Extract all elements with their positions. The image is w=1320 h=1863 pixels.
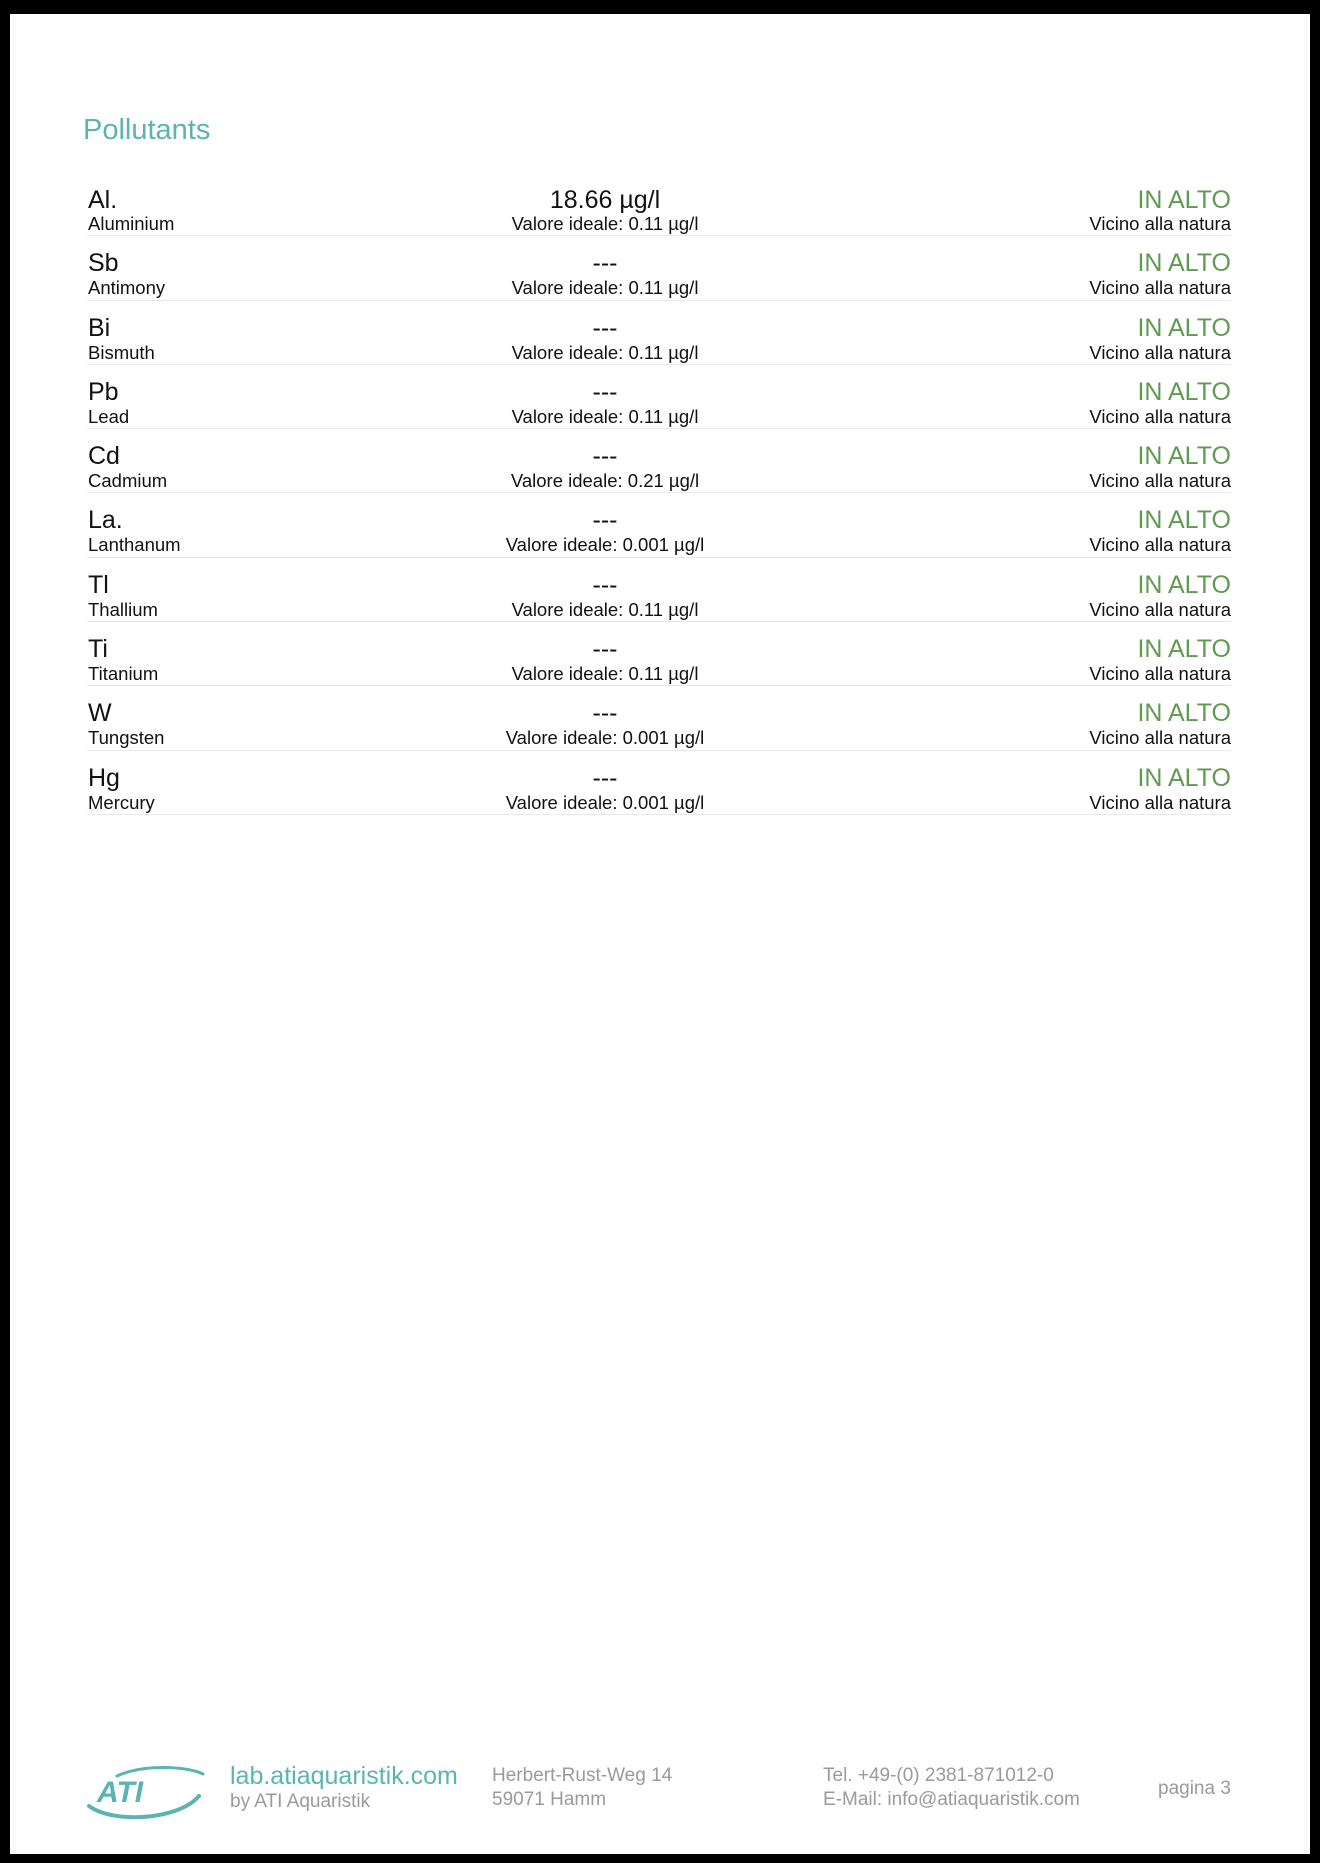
measured-value: --- bbox=[592, 570, 618, 599]
pollutant-row bbox=[87, 301, 1231, 365]
status-label: IN ALTO bbox=[1137, 442, 1231, 471]
ideal-value: Valore ideale: 0.11 µg/l bbox=[511, 598, 699, 620]
element-name: Lead bbox=[88, 405, 130, 427]
element-name: Aluminium bbox=[88, 213, 175, 234]
pollutant-row bbox=[87, 236, 1231, 300]
element-symbol: Ti bbox=[88, 635, 108, 664]
pollutant-list bbox=[87, 172, 1231, 815]
element-name: Tungsten bbox=[88, 727, 165, 749]
ideal-value: Valore ideale: 0.11 µg/l bbox=[511, 277, 699, 299]
pollutant-row bbox=[87, 686, 1231, 750]
pollutant-row bbox=[87, 622, 1231, 686]
reference-label: Vicino alla natura bbox=[1089, 277, 1231, 299]
pollutant-row bbox=[87, 429, 1231, 493]
measured-value: --- bbox=[592, 699, 618, 728]
svg-text:ATI: ATI bbox=[97, 1776, 144, 1809]
element-symbol: W bbox=[88, 699, 112, 728]
status-label: IN ALTO bbox=[1137, 313, 1231, 342]
phone-number: Tel. +49-(0) 2381-871012-0 bbox=[823, 1765, 1054, 1786]
page-number: pagina 3 bbox=[1158, 1778, 1231, 1799]
ideal-value: Valore ideale: 0.11 µg/l bbox=[511, 663, 699, 685]
ideal-value: Valore ideale: 0.001 µg/l bbox=[505, 534, 705, 556]
pollutant-row bbox=[87, 365, 1231, 429]
page-footer bbox=[10, 1752, 1310, 1822]
status-label: IN ALTO bbox=[1137, 377, 1231, 406]
ideal-value: Valore ideale: 0.21 µg/l bbox=[510, 470, 700, 492]
pollutant-row bbox=[87, 558, 1231, 622]
reference-label: Vicino alla natura bbox=[1089, 727, 1231, 749]
pollutant-row bbox=[87, 172, 1231, 236]
reference-label: Vicino alla natura bbox=[1089, 341, 1231, 363]
element-symbol: Al. bbox=[88, 186, 118, 214]
element-name: Antimony bbox=[88, 277, 166, 299]
section-title: Pollutants bbox=[83, 114, 211, 146]
measured-value: --- bbox=[592, 763, 618, 792]
status-label: IN ALTO bbox=[1137, 763, 1231, 792]
element-symbol: Pb bbox=[88, 377, 119, 406]
measured-value: --- bbox=[592, 377, 618, 406]
element-symbol: Tl bbox=[88, 570, 109, 599]
element-name: Mercury bbox=[88, 791, 155, 813]
ideal-value: Valore ideale: 0.001 µg/l bbox=[505, 791, 705, 813]
element-symbol: Hg bbox=[88, 763, 120, 792]
pollutant-row bbox=[87, 493, 1231, 557]
status-label: IN ALTO bbox=[1137, 570, 1231, 599]
company-byline: by ATI Aquaristik bbox=[230, 1791, 371, 1812]
element-name: Cadmium bbox=[88, 470, 168, 492]
status-label: IN ALTO bbox=[1137, 635, 1231, 664]
address-city: 59071 Hamm bbox=[492, 1789, 607, 1810]
element-symbol: La. bbox=[88, 506, 123, 535]
element-name: Bismuth bbox=[88, 341, 155, 363]
element-name: Thallium bbox=[88, 598, 158, 620]
address-street: Herbert-Rust-Weg 14 bbox=[492, 1765, 673, 1786]
report-page bbox=[10, 14, 1310, 1854]
element-symbol: Sb bbox=[88, 249, 119, 278]
reference-label: Vicino alla natura bbox=[1089, 598, 1231, 620]
reference-label: Vicino alla natura bbox=[1089, 405, 1231, 427]
measured-value: --- bbox=[592, 506, 618, 535]
reference-label: Vicino alla natura bbox=[1089, 470, 1231, 492]
ideal-value: Valore ideale: 0.11 µg/l bbox=[511, 341, 699, 363]
element-symbol: Cd bbox=[88, 442, 120, 471]
reference-label: Vicino alla natura bbox=[1089, 534, 1231, 556]
measured-value: --- bbox=[592, 635, 618, 664]
pollutant-row bbox=[87, 751, 1231, 815]
ideal-value: Valore ideale: 0.001 µg/l bbox=[505, 727, 705, 749]
measured-value: --- bbox=[592, 249, 618, 278]
reference-label: Vicino alla natura bbox=[1089, 213, 1231, 234]
reference-label: Vicino alla natura bbox=[1089, 663, 1231, 685]
measured-value: --- bbox=[592, 442, 618, 471]
ideal-value: Valore ideale: 0.11 µg/l bbox=[511, 213, 699, 234]
measured-value: --- bbox=[592, 313, 618, 342]
element-name: Lanthanum bbox=[88, 534, 181, 556]
status-label: IN ALTO bbox=[1137, 699, 1231, 728]
website-link[interactable]: lab.atiaquaristik.com bbox=[230, 1762, 458, 1790]
status-label: IN ALTO bbox=[1137, 186, 1231, 214]
reference-label: Vicino alla natura bbox=[1089, 791, 1231, 813]
ideal-value: Valore ideale: 0.11 µg/l bbox=[511, 405, 699, 427]
measured-value: 18.66 µg/l bbox=[549, 186, 661, 214]
status-label: IN ALTO bbox=[1137, 506, 1231, 535]
email-address: E-Mail: info@atiaquaristik.com bbox=[823, 1789, 1080, 1810]
element-name: Titanium bbox=[88, 663, 159, 685]
status-label: IN ALTO bbox=[1137, 249, 1231, 278]
element-symbol: Bi bbox=[88, 313, 111, 342]
ati-logo bbox=[83, 1762, 207, 1822]
